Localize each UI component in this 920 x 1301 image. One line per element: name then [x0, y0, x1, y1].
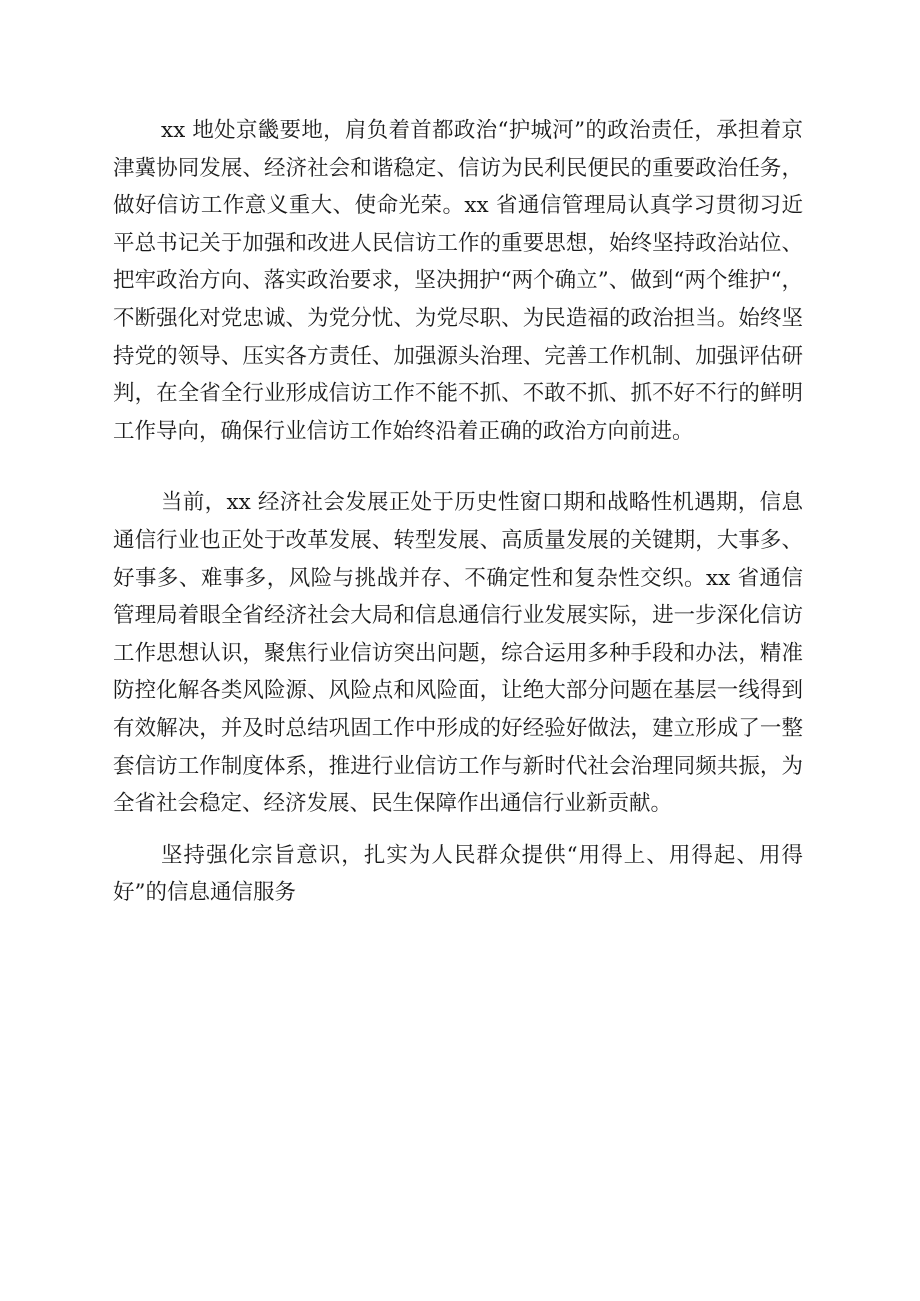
paragraph-current-situation: 当前，xx 经济社会发展正处于历史性窗口期和战略性机遇期，信息通信行业也正处于改革发展、转型发展、高质量发展的关键期，大事多、好事多、难事多，风险与挑战并存、不确定性和复杂性交织。xx 省通信管理局着眼全省经济社会大局和信息通信行业发展实际，进一步深化信访工作思想认识，聚焦行业信访突出问题，综合运用多种手段和办法，精准防控化解各类风险源、风险点和风险面，让绝大部分问题在基层一线得到有效解决，并及时总结巩固工作中形成的好经验好做法，建立形成了一整套信访工作制度体系，推进行业信访工作与新时代社会治理同频共振，为全省社会稳定、经济发展、民生保障作出通信行业新贡献。 [113, 490, 803, 817]
paragraph-political-responsibility: xx 地处京畿要地，肩负着首都政治“护城河”的政治责任，承担着京津冀协同发展、经济社会和谐稳定、信访为民利民便民的重要政治任务，做好信访工作意义重大、使命光荣。xx 省通信管理局认真学习贯彻习近平总书记关于加强和改进人民信访工作的重要思想，始终坚持政治站位、把牢政治方向、落实政治要求，坚决拥护“两个确立”、做到“两个维护“，不断强化对党忠诚、为党分忧、为党尽职、为民造福的政治担当。始终坚持党的领导、压实各方责任、加强源头治理、完善工作机制、加强评估研判，在全省全行业形成信访工作不能不抓、不敢不抓、抓不好不行的鲜明工作导向，确保行业信访工作始终沿着正确的政治方向前进。 [113, 118, 803, 444]
document-body [113, 112, 803, 912]
paragraph-service-heading: 坚持强化宗旨意识，扎实为人民群众提供“用得上、用得起、用得好”的信息通信服务 [113, 842, 803, 906]
